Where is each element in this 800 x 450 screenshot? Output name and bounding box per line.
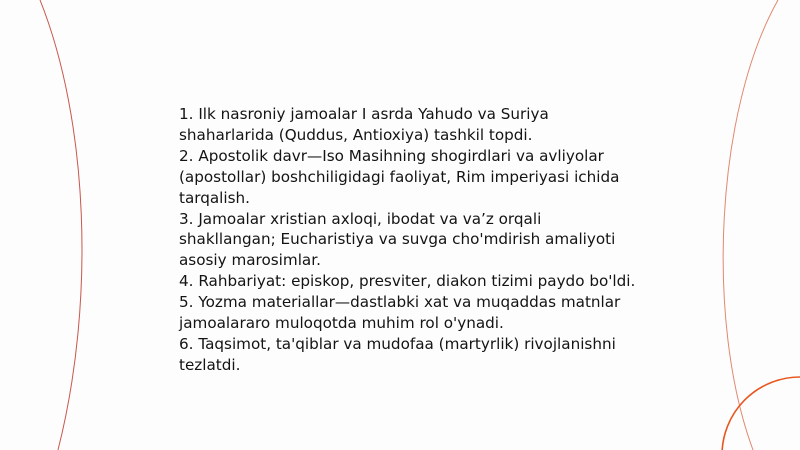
list-item: 1. Ilk nasroniy jamoalar I asrda Yahudo va Suriya shaharlarida (Quddus, Antioxiya) tashkil topdi.: [179, 105, 549, 144]
list-item: 3. Jamoalar xristian axloqi, ibodat va va’z orqali shakllangan; Eucharistiya va suvga cho'mdirish amaliyoti asosiy marosimlar.: [179, 209, 616, 270]
left-curve-line: [40, 0, 82, 450]
list-item: 4. Rahbariyat: episkop, presviter, diakon tizimi paydo bo'ldi.: [179, 272, 636, 291]
list-item: 6. Taqsimot, ta'qiblar va mudofaa (martyrlik) rivojlanishni tezlatdi.: [179, 334, 616, 374]
list-item: 2. Apostolik davr—Iso Masihning shogirdlari va avliyolar (apostollar) boshchiligidagi faoliyat, Rim imperiyasi ichida tarqalish.: [179, 146, 620, 207]
numbered-list: [179, 104, 639, 376]
list-item: 5. Yozma materiallar—dastlabki xat va muqaddas matnlar jamoalararo muloqotda muhim rol o'ynadi.: [179, 293, 621, 333]
corner-arc: [722, 377, 800, 450]
